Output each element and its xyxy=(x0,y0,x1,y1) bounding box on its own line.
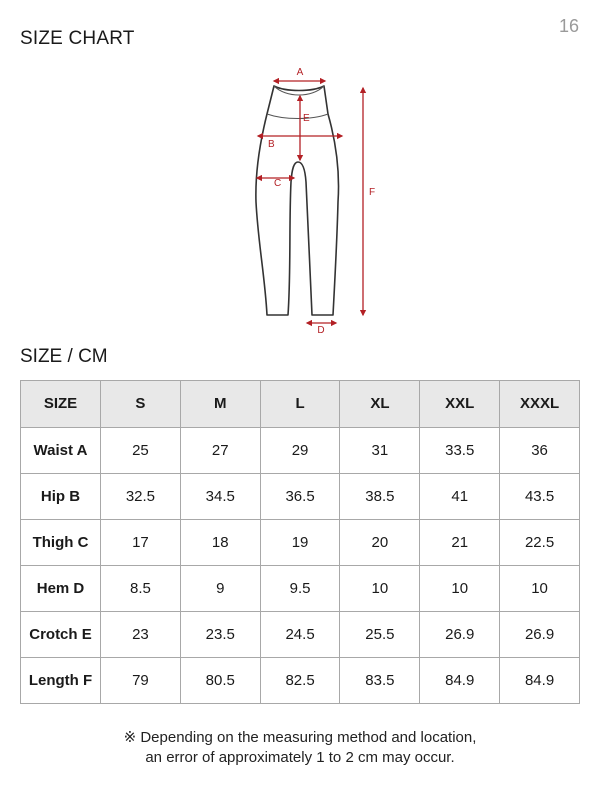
row-label: Thigh C xyxy=(21,520,101,566)
waistband-line xyxy=(267,114,328,119)
table-cell: 34.5 xyxy=(180,474,260,520)
table-cell: 27 xyxy=(180,428,260,474)
table-row xyxy=(21,658,580,704)
table-cell: 10 xyxy=(420,566,500,612)
table-row xyxy=(21,474,580,520)
table-cell: 18 xyxy=(180,520,260,566)
measure-c-label: C xyxy=(274,178,282,189)
table-cell: 82.5 xyxy=(260,658,340,704)
note-line-2: an error of approximately 1 to 2 cm may occur. xyxy=(145,749,455,766)
table-cell: 20 xyxy=(340,520,420,566)
table-cell: 22.5 xyxy=(500,520,580,566)
table-cell: 10 xyxy=(340,566,420,612)
leggings-outline xyxy=(256,86,339,315)
table-cell: 32.5 xyxy=(101,474,181,520)
table-cell: 24.5 xyxy=(260,612,340,658)
header-cell: XL xyxy=(340,381,420,428)
table-cell: 9 xyxy=(180,566,260,612)
table-cell: 33.5 xyxy=(420,428,500,474)
table-cell: 26.9 xyxy=(500,612,580,658)
table-cell: 21 xyxy=(420,520,500,566)
header-cell: S xyxy=(101,381,181,428)
table-row xyxy=(21,612,580,658)
table-row xyxy=(21,428,580,474)
page-title: SIZE CHART xyxy=(20,28,135,49)
table-subtitle: SIZE / CM xyxy=(20,346,108,367)
table-cell: 84.9 xyxy=(500,658,580,704)
header-cell: M xyxy=(180,381,260,428)
table-cell: 25 xyxy=(101,428,181,474)
header-cell: XXXL xyxy=(500,381,580,428)
table-cell: 84.9 xyxy=(420,658,500,704)
row-label: Waist A xyxy=(21,428,101,474)
measure-f-label: F xyxy=(369,187,376,198)
table-header-row xyxy=(21,381,580,428)
table-cell: 36.5 xyxy=(260,474,340,520)
measure-b-label: B xyxy=(268,139,275,150)
table-cell: 8.5 xyxy=(101,566,181,612)
row-label: Length F xyxy=(21,658,101,704)
leggings-measurement-diagram xyxy=(240,62,380,342)
measure-a-label: A xyxy=(296,67,304,78)
header-cell: L xyxy=(260,381,340,428)
table-cell: 19 xyxy=(260,520,340,566)
table-cell: 80.5 xyxy=(180,658,260,704)
table-cell: 23.5 xyxy=(180,612,260,658)
table-cell: 9.5 xyxy=(260,566,340,612)
table-cell: 41 xyxy=(420,474,500,520)
table-cell: 38.5 xyxy=(340,474,420,520)
table-cell: 31 xyxy=(340,428,420,474)
table-cell: 79 xyxy=(101,658,181,704)
table-cell: 29 xyxy=(260,428,340,474)
table-cell: 43.5 xyxy=(500,474,580,520)
header-cell: XXL xyxy=(420,381,500,428)
measurement-note xyxy=(0,728,600,768)
measure-d-label: D xyxy=(317,325,325,336)
table-cell: 25.5 xyxy=(340,612,420,658)
table-cell: 26.9 xyxy=(420,612,500,658)
measure-e-label: E xyxy=(303,113,310,124)
header-cell: SIZE xyxy=(21,381,101,428)
table-row xyxy=(21,520,580,566)
table-row xyxy=(21,566,580,612)
row-label: Hem D xyxy=(21,566,101,612)
table-cell: 10 xyxy=(500,566,580,612)
page-number: 16 xyxy=(558,16,579,36)
row-label: Crotch E xyxy=(21,612,101,658)
table-cell: 83.5 xyxy=(340,658,420,704)
row-label: Hip B xyxy=(21,474,101,520)
table-cell: 36 xyxy=(500,428,580,474)
note-line-1: ※ Depending on the measuring method and location, xyxy=(123,729,477,746)
table-cell: 17 xyxy=(101,520,181,566)
size-table xyxy=(20,380,580,704)
table-cell: 23 xyxy=(101,612,181,658)
